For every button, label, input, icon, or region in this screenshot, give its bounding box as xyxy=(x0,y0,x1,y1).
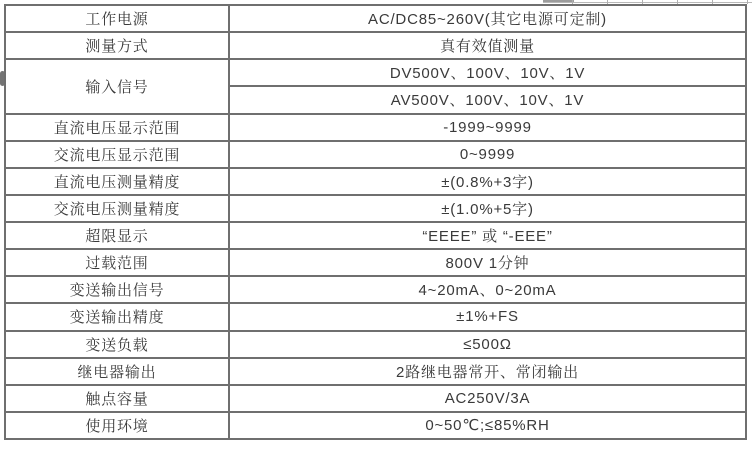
table-row xyxy=(5,114,746,141)
spec-label: 交流电压显示范围 xyxy=(5,141,229,168)
table-row xyxy=(5,141,746,168)
table-row xyxy=(5,222,746,249)
spec-label: 输入信号 xyxy=(5,59,229,113)
spec-value: AC/DC85~260V(其它电源可定制) xyxy=(229,5,746,32)
spec-label: 继电器输出 xyxy=(5,358,229,385)
spec-value: “EEEE” 或 “-EEE” xyxy=(229,222,746,249)
spec-value: AC250V/3A xyxy=(229,385,746,412)
spec-value: -1999~9999 xyxy=(229,114,746,141)
specifications-table xyxy=(4,4,747,440)
spec-value: 4~20mA、0~20mA xyxy=(229,276,746,303)
table-row xyxy=(5,5,746,32)
spec-label: 过载范围 xyxy=(5,249,229,276)
table-row xyxy=(5,358,746,385)
table-row xyxy=(5,303,746,330)
spec-label: 变送负载 xyxy=(5,331,229,358)
table-row xyxy=(5,59,746,86)
spec-label: 触点容量 xyxy=(5,385,229,412)
spec-value: ±(0.8%+3字) xyxy=(229,168,746,195)
spec-value: ≤500Ω xyxy=(229,331,746,358)
spec-label: 测量方式 xyxy=(5,32,229,59)
spec-value: 0~9999 xyxy=(229,141,746,168)
spec-value: ±1%+FS xyxy=(229,303,746,330)
table-row xyxy=(5,385,746,412)
spec-value: 2路继电器常开、常闭输出 xyxy=(229,358,746,385)
table-row xyxy=(5,32,746,59)
spec-value: 800V 1分钟 xyxy=(229,249,746,276)
spec-label: 变送输出精度 xyxy=(5,303,229,330)
cropped-table-remnant-line xyxy=(543,2,752,3)
table-row xyxy=(5,195,746,222)
spec-value: DV500V、100V、10V、1V xyxy=(229,59,746,86)
spec-label: 直流电压显示范围 xyxy=(5,114,229,141)
spec-label: 变送输出信号 xyxy=(5,276,229,303)
spec-label: 使用环境 xyxy=(5,412,229,439)
spec-label: 交流电压测量精度 xyxy=(5,195,229,222)
spec-label: 直流电压测量精度 xyxy=(5,168,229,195)
spec-value: 真有效值测量 xyxy=(229,32,746,59)
cropped-table-remnant-tick xyxy=(747,0,748,4)
table-row xyxy=(5,331,746,358)
spec-value: ±(1.0%+5字) xyxy=(229,195,746,222)
table-row xyxy=(5,412,746,439)
spec-value: AV500V、100V、10V、1V xyxy=(229,86,746,113)
table-row xyxy=(5,276,746,303)
table-row xyxy=(5,249,746,276)
spec-value: 0~50℃;≤85%RH xyxy=(229,412,746,439)
spec-label: 工作电源 xyxy=(5,5,229,32)
spec-label: 超限显示 xyxy=(5,222,229,249)
table-row xyxy=(5,168,746,195)
cropped-table-remnant-segment xyxy=(543,0,574,2)
